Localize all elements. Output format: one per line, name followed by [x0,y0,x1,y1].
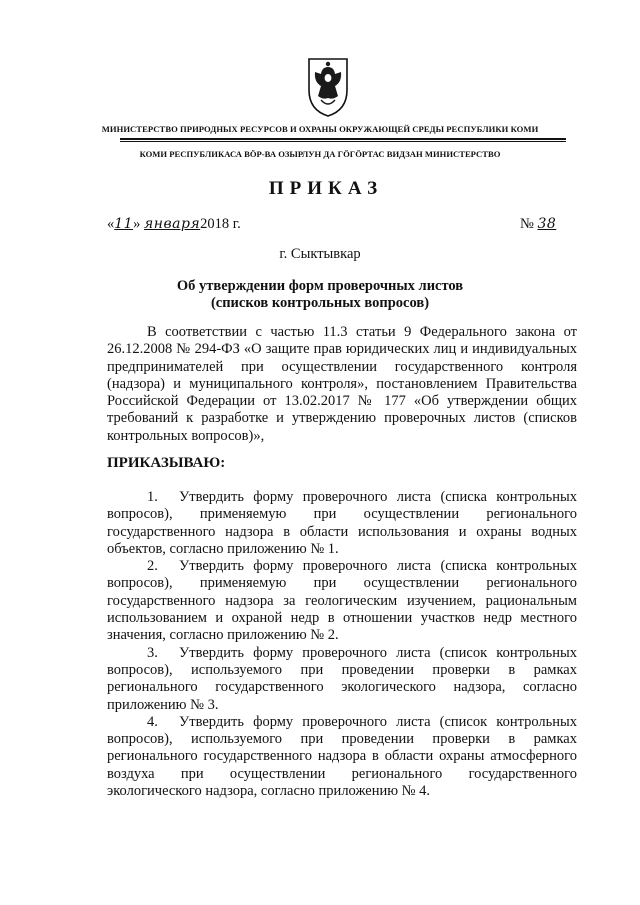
order-item-text: Утвердить форму проверочного листа (списка контрольных вопросов), применяемую при осуществлении регионального государственного надзора за геологическим изучением, рациональным использованием и охраной недр в отношении участков недр местного значения, согласно приложению № 2. [107,558,577,644]
header-divider-thin [120,141,566,142]
order-item [107,645,577,714]
ministry-name-komi: КОМИ РЕСПУБЛИКАСА ВÖР-ВА ОЗЫРЛУН ДА ГÖГÖРТАС ВИДЗАН МИНИСТЕРСТВО [139,149,501,159]
date-quote-close: » [133,216,141,232]
coat-of-arms-icon [306,56,350,118]
document-subject [0,278,640,312]
order-item-number: 1. [147,489,158,505]
order-heading: ПРИКАЗЫВАЮ: [107,455,226,471]
order-item [107,558,577,644]
order-item-text: Утвердить форму проверочного листа (список контрольных вопросов), используемого при проведении проверки в рамках регионального государственного экологического надзора, согласно приложению № 3. [107,644,577,713]
document-city: г. Сыктывкар [279,246,361,262]
date-quote-open: « [107,216,115,232]
document-number [520,216,556,233]
header-divider [120,138,566,140]
order-item-text: Утвердить форму проверочного листа (списка контрольных вопросов), применяемую при осуществлении регионального государственного надзора в области использования и охраны водных объектов, согласно приложению № 1. [107,489,577,557]
order-item-number: 3. [147,644,158,661]
document-date [107,216,241,233]
order-items-list [107,489,577,800]
number-value-handwritten: 38 [537,216,557,232]
order-item [107,714,577,800]
order-item-number: 2. [147,558,158,575]
order-item-number: 4. [147,713,158,730]
subject-line-1: Об утверждении форм проверочных листов [176,278,464,294]
order-item [107,489,577,558]
document-title: ПРИКАЗ [268,178,384,199]
preamble-paragraph: В соответствии с частью 11.3 статьи 9 Федерального закона от 26.12.2008 № 294-ФЗ «О защите прав юридических лиц и индивидуальных предпринимателей при осуществлении государственного контроля (надзора) и муниципального контроля», постановлением Правительства Российской Федерации от 13.02.2017 № 177 «Об утверждении общих требований к разработке и утверждению проверочных листов (списков контрольных вопросов)», [107,324,577,444]
number-label: № [520,216,534,232]
order-item-text: Утвердить форму проверочного листа (список контрольных вопросов), используемого при проведении проверки в рамках регионального государственного надзора в области охраны атмосферного воздуха при осуществлении регионального государственного экологического надзора, согласно приложению № 4. [107,713,577,800]
date-month-handwritten: января [143,216,201,232]
date-year: 2018 г. [200,216,241,232]
subject-line-2: (списков контрольных вопросов) [210,295,430,311]
date-day-handwritten: 11 [114,216,134,232]
ministry-name-russian: МИНИСТЕРСТВО ПРИРОДНЫХ РЕСУРСОВ И ОХРАНЫ ОКРУЖАЮЩЕЙ СРЕДЫ РЕСПУБЛИКИ КОМИ [101,124,539,134]
